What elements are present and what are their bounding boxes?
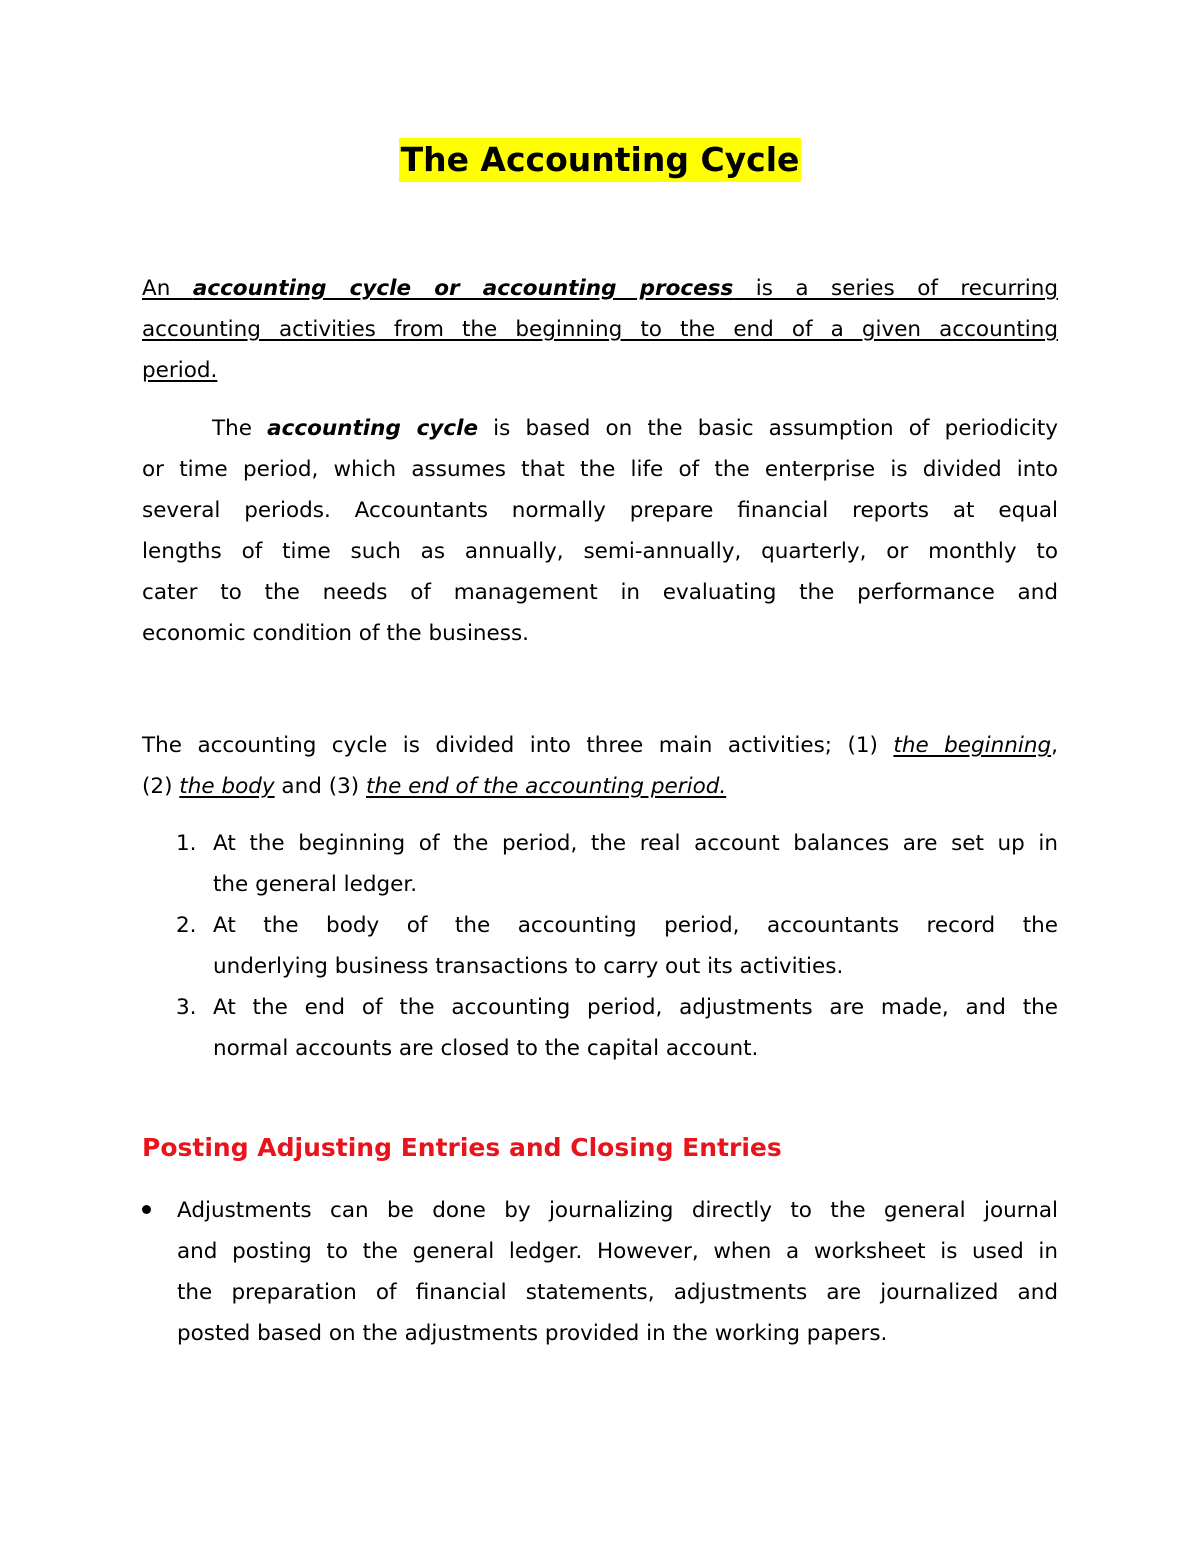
list-item [142,905,1058,987]
paragraph-line: several periods. Accountants normally prepare financial reports at equal [142,498,1058,523]
text-run: and (3) [274,774,367,799]
paragraph-line [142,268,1058,309]
list-item-line: normal accounts are closed to the capital account. [213,1036,759,1061]
emphasis-term: the end of the accounting period. [366,774,727,799]
text-run: (2) [142,774,180,799]
text-run: , [1051,733,1058,758]
paragraph-line: lengths of time such as annually, semi-annually, quarterly, or monthly to [142,539,1058,564]
list-item [142,823,1058,905]
title-container [0,138,1200,182]
list-item-line: the preparation of financial statements, adjustments are journalized and [177,1280,1058,1305]
paragraph-line: economic condition of the business. [142,621,530,646]
text-run: is a series of recurring [733,276,1058,301]
paragraph-line: or time period, which assumes that the life of the enterprise is divided into [142,457,1058,482]
list-item-line: and posting to the general ledger. However, when a worksheet is used in [177,1239,1058,1264]
list-item-line: the general ledger. [213,872,418,897]
section-heading: Posting Adjusting Entries and Closing Entries [142,1133,782,1162]
bullet-list [142,1190,1058,1354]
list-number: 1. [176,831,197,856]
paragraph-line [142,408,1058,449]
list-item [142,1190,1058,1354]
list-item-line: At the beginning of the period, the real account balances are set up in [213,831,1058,856]
document-title: The Accounting Cycle [399,138,802,182]
paragraph-line: accounting activities from the beginning to the end of a given accounting [142,317,1058,342]
list-item-line: underlying business transactions to carry out its activities. [213,954,844,979]
key-term: accounting cycle [267,416,479,441]
emphasis-term: the beginning [893,733,1052,758]
text-run: The [212,416,268,441]
emphasis-term: the body [179,774,275,799]
list-item-line: At the end of the accounting period, adjustments are made, and the [213,995,1058,1020]
numbered-list [142,823,1058,1069]
bullet-icon [142,1205,151,1214]
list-item [142,987,1058,1069]
key-term: accounting cycle or accounting process [192,276,734,301]
paragraph-line: period. [142,358,218,383]
text-run: An [142,276,193,301]
list-item-line: At the body of the accounting period, accountants record the [213,913,1058,938]
list-number: 3. [176,995,197,1020]
text-run: The accounting cycle is divided into three main activities; (1) [142,733,894,758]
text-run: is based on the basic assumption of periodicity [478,416,1059,441]
paragraph-line: cater to the needs of management in evaluating the performance and [142,580,1058,605]
list-item-line: posted based on the adjustments provided in the working papers. [177,1321,888,1346]
list-number: 2. [176,913,197,938]
paragraph-definition [142,268,1058,391]
paragraph-line [142,766,1058,807]
paragraph-periodicity [142,408,1058,654]
paragraph-line [142,725,1058,766]
list-item-line: Adjustments can be done by journalizing directly to the general journal [177,1198,1058,1223]
paragraph-three-activities [142,725,1058,807]
